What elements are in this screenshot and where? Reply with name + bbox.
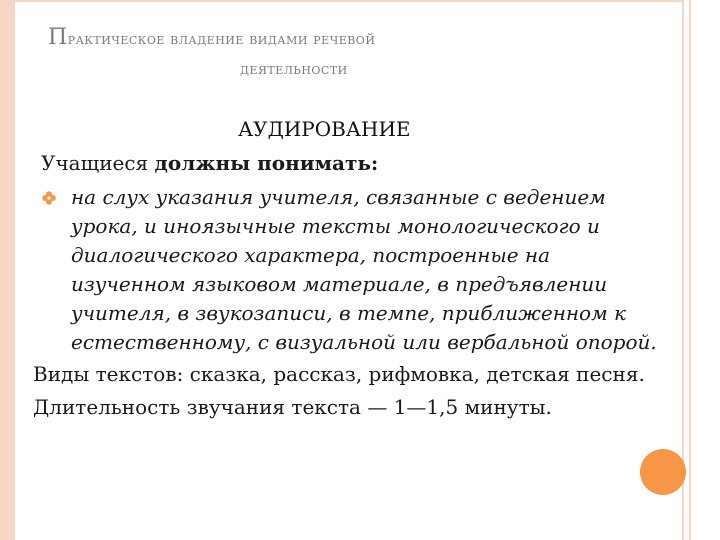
bullet-text: на слух указания учителя, связанные с ведением урока, и иноязычные тексты монологического и диалогического характера, построенные на изученном языковом материале, в предъявлении учителя, в звукозаписи, в темпе, приближенном к естественному, с визуальной или вербальной опорой. <box>71 185 657 354</box>
slide-title <box>48 20 628 84</box>
title-initial-letter: П <box>48 25 68 50</box>
intro-bold: должны понимать: <box>154 151 379 175</box>
bullet-item <box>33 183 663 357</box>
top-frame-line <box>15 0 682 2</box>
section-heading: АУДИРОВАНИЕ <box>238 117 411 141</box>
flower-bullet-icon <box>42 191 56 205</box>
title-line-1-text: рактическое владение видами речевой <box>67 30 376 48</box>
duration-line: Длительность звучания текста — 1—1,5 минуты. <box>33 395 552 419</box>
left-frame-stripe <box>0 0 15 540</box>
slide-body <box>33 148 663 423</box>
intro-prefix: Учащиеся <box>41 151 155 175</box>
intro-line <box>33 148 663 179</box>
title-line-2-text: деятельности <box>240 60 348 79</box>
orange-circle-decoration <box>640 449 686 495</box>
right-frame-line-inner <box>689 0 691 540</box>
slide-title-line-1 <box>48 20 628 55</box>
text-types-line: Виды текстов: сказка, рассказ, рифмовка, детская песня. <box>33 362 645 386</box>
slide-title-line-2 <box>48 55 628 84</box>
